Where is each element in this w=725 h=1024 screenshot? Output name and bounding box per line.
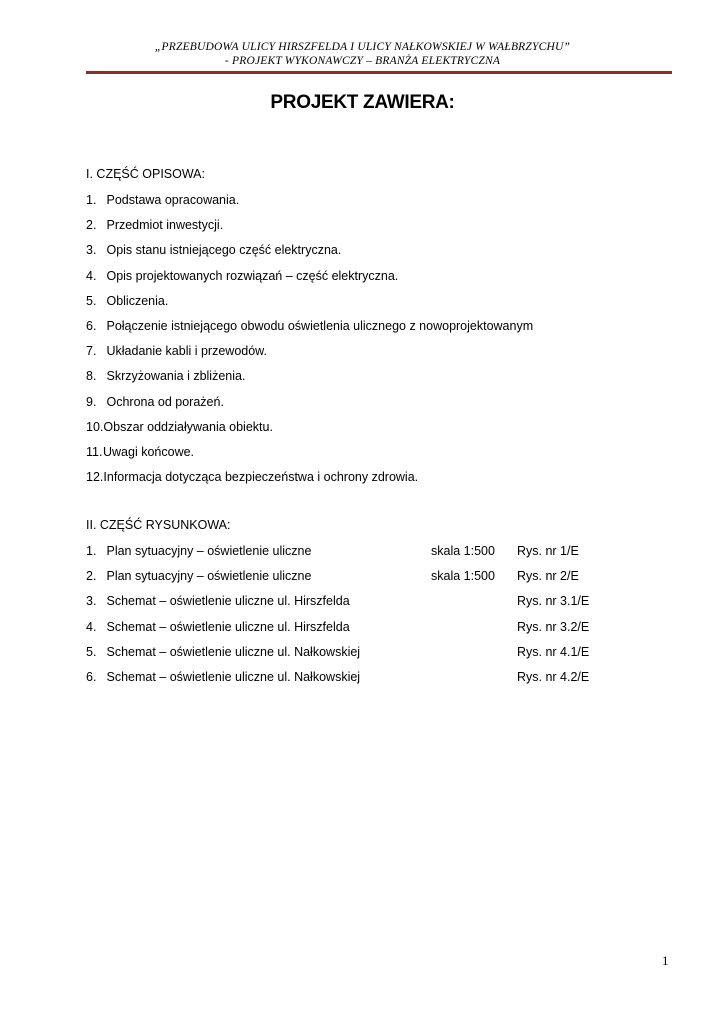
item-scale: skala 1:500 — [431, 544, 495, 558]
drawings-part-list — [86, 543, 646, 694]
item-text: Uwagi końcowe. — [103, 444, 195, 459]
list-item — [86, 293, 533, 318]
list-item — [86, 318, 533, 343]
item-number: 3. — [86, 594, 97, 609]
section-heading-descriptive: I. CZĘŚĆ OPISOWA: — [86, 167, 205, 181]
list-item — [86, 343, 533, 368]
list-item — [86, 217, 533, 242]
list-item — [86, 368, 533, 393]
item-sheet-number: Rys. nr 3.1/E — [517, 594, 590, 609]
item-text: Plan sytuacyjny – oświetlenie uliczne — [106, 569, 312, 584]
item-text: Schemat – oświetlenie uliczne ul. Nałkowskiej — [106, 669, 361, 684]
item-number: 1. — [86, 193, 97, 207]
header-line-2: - PROJEKT WYKONAWCZY – BRANŻA ELEKTRYCZNA — [224, 55, 501, 67]
item-text: Schemat – oświetlenie uliczne ul. Nałkowskiej — [106, 644, 361, 659]
item-number: 1. — [86, 544, 97, 558]
item-number: 2. — [86, 569, 97, 584]
list-item — [86, 568, 646, 593]
list-item — [86, 543, 646, 568]
item-text: Skrzyżowania i zbliżenia. — [106, 369, 246, 384]
item-text: Obszar oddziaływania obiektu. — [103, 419, 273, 434]
item-text: Ochrona od porażeń. — [106, 394, 224, 409]
item-text: Plan sytuacyjny – oświetlenie uliczne — [106, 544, 312, 558]
item-text: Schemat – oświetlenie uliczne ul. Hirszfelda — [106, 594, 350, 609]
list-item — [86, 619, 646, 644]
item-scale: skala 1:500 — [431, 569, 495, 584]
item-sheet-number: Rys. nr 4.2/E — [517, 669, 590, 684]
item-number: 5. — [86, 644, 97, 659]
item-number: 3. — [86, 243, 97, 258]
section-heading-drawings: II. CZĘŚĆ RYSUNKOWA: — [86, 518, 231, 532]
item-text: Opis stanu istniejącego część elektryczna. — [106, 243, 342, 258]
page-number: 1 — [662, 953, 669, 968]
item-number: 2. — [86, 218, 97, 233]
item-number: 9. — [86, 394, 97, 409]
page-title: PROJEKT ZAWIERA: — [270, 92, 455, 113]
item-number: 6. — [86, 669, 97, 684]
list-item — [86, 268, 533, 293]
item-text: Przedmiot inwestycji. — [106, 218, 224, 233]
item-text: Opis projektowanych rozwiązań – część elektryczna. — [106, 268, 399, 283]
item-number: 10. — [86, 419, 104, 434]
list-item — [86, 669, 646, 694]
list-item — [86, 644, 646, 669]
item-number: 8. — [86, 369, 97, 384]
item-number: 4. — [86, 619, 97, 634]
item-text: Schemat – oświetlenie uliczne ul. Hirszfelda — [106, 619, 350, 634]
item-text: Informacja dotycząca bezpieczeństwa i ochrony zdrowia. — [103, 470, 419, 485]
item-sheet-number: Rys. nr 4.1/E — [517, 644, 590, 659]
item-number: 12. — [86, 470, 104, 485]
item-text: Połączenie istniejącego obwodu oświetlenia ulicznego z nowoprojektowanym — [106, 318, 534, 333]
item-text: Układanie kabli i przewodów. — [106, 344, 267, 359]
header-divider — [86, 71, 672, 74]
item-text: Obliczenia. — [106, 293, 169, 308]
header-line-1: „PRZEBUDOWA ULICY HIRSZFELDA I ULICY NAŁKOWSKIEJ W WAŁBRZYCHU” — [154, 41, 571, 53]
list-item — [86, 593, 646, 618]
item-number: 6. — [86, 318, 97, 333]
item-sheet-number: Rys. nr 2/E — [517, 569, 579, 584]
list-item — [86, 444, 533, 469]
list-item — [86, 394, 533, 419]
item-number: 5. — [86, 293, 97, 308]
item-number: 7. — [86, 344, 97, 359]
item-number: 4. — [86, 268, 97, 283]
list-item — [86, 419, 533, 444]
document-header — [0, 40, 725, 68]
list-item — [86, 192, 533, 217]
item-number: 11. — [86, 444, 103, 459]
list-item — [86, 242, 533, 267]
list-item — [86, 469, 533, 494]
item-sheet-number: Rys. nr 1/E — [517, 544, 579, 558]
descriptive-part-list — [86, 192, 533, 494]
item-text: Podstawa opracowania. — [106, 193, 240, 207]
item-sheet-number: Rys. nr 3.2/E — [517, 619, 590, 634]
